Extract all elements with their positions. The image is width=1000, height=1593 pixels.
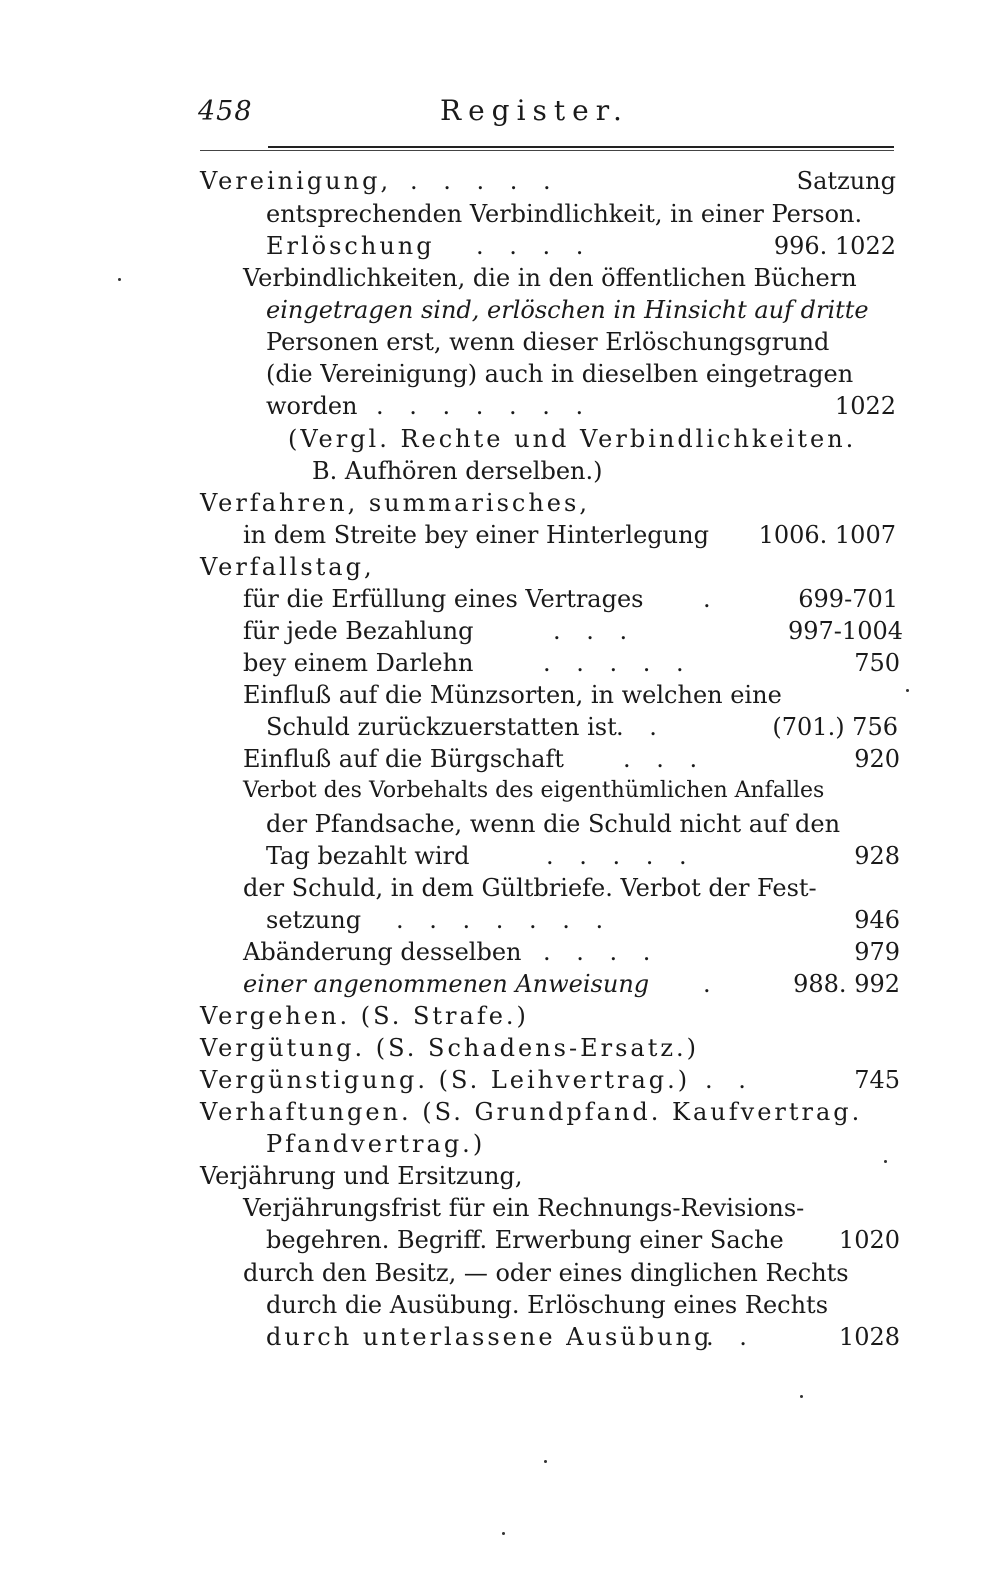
entry-text: Erlöschung bbox=[266, 232, 435, 260]
entry-text: Verbindlichkeiten, die in den öffentlichen Büchern bbox=[243, 264, 857, 292]
index-entry bbox=[200, 487, 700, 519]
index-entry bbox=[266, 1128, 666, 1160]
entry-text: Abänderung desselben bbox=[243, 938, 522, 966]
index-entry bbox=[243, 519, 896, 551]
index-entry bbox=[266, 294, 869, 326]
index-entry bbox=[243, 615, 903, 647]
entry-reference: 745 bbox=[854, 1066, 900, 1094]
entry-text: Vergehen. (S. Strafe.) bbox=[200, 1002, 529, 1030]
entry-text: begehren. Begriff. Erwerbung einer Sache bbox=[266, 1226, 784, 1254]
entry-reference: 946 bbox=[854, 906, 900, 934]
entry-text: setzung bbox=[266, 906, 362, 934]
leader-dots: . bbox=[703, 585, 720, 613]
entry-text: einer angenommenen Anweisung bbox=[243, 970, 650, 998]
entry-text: durch den Besitz, — oder eines dinglichen Rechts bbox=[243, 1259, 849, 1287]
running-head: Register. bbox=[440, 94, 629, 127]
index-entry bbox=[200, 551, 600, 583]
entry-text: Vereinigung, bbox=[200, 167, 392, 195]
entry-text: B. Aufhören derselben.) bbox=[312, 457, 603, 485]
leader-dots: . . . . bbox=[543, 938, 660, 966]
leader-dots: . . . . bbox=[476, 232, 593, 260]
index-entry bbox=[288, 423, 857, 455]
entry-text: Vergütung. (S. Schadens-Ersatz.) bbox=[200, 1034, 700, 1062]
entry-text: Verhaftungen. (S. Grundpfand. Kaufvertrag. bbox=[200, 1098, 863, 1126]
entry-reference: 1022 bbox=[834, 392, 896, 420]
index-entry bbox=[266, 358, 854, 390]
index-entry bbox=[243, 775, 855, 807]
index-entry bbox=[312, 455, 712, 487]
entry-text: bey einem Darlehn bbox=[243, 649, 474, 677]
index-entry bbox=[243, 872, 855, 904]
index-entry bbox=[200, 1064, 900, 1096]
leader-dots: . . . . . bbox=[410, 167, 560, 195]
leader-dots: . . . . . . . bbox=[376, 392, 593, 420]
entry-reference: 997-1004 bbox=[788, 617, 903, 645]
entry-text: entsprechenden Verbindlichkeit, in einer Person. bbox=[266, 200, 863, 228]
index-entry bbox=[266, 904, 900, 936]
index-entry bbox=[266, 1321, 900, 1353]
index-entry bbox=[266, 840, 900, 872]
entry-text: Verfallstag, bbox=[200, 553, 375, 581]
index-entry bbox=[266, 326, 854, 358]
entry-text: Einfluß auf die Münzsorten, in welchen eine bbox=[243, 681, 782, 709]
entry-text: in dem Streite bey einer Hinterlegung bbox=[243, 521, 709, 549]
entry-text: für die Erfüllung eines Vertrages bbox=[243, 585, 644, 613]
entry-text: Verjährungsfrist für ein Rechnungs-Revisions- bbox=[243, 1194, 805, 1222]
leader-dots: . . . . . . . bbox=[396, 906, 613, 934]
index-entry bbox=[266, 711, 898, 743]
entry-text: der Schuld, in dem Gültbriefe. Verbot der Fest- bbox=[243, 874, 817, 902]
leader-dots: . . . . . bbox=[543, 649, 693, 677]
index-entry bbox=[266, 390, 896, 422]
header-rule-thin bbox=[200, 150, 894, 151]
index-entry bbox=[243, 743, 900, 775]
scan-speck bbox=[906, 689, 909, 692]
index-entry bbox=[200, 1160, 700, 1192]
entry-text: Schuld zurückzuerstatten ist bbox=[266, 713, 617, 741]
index-entry bbox=[266, 1289, 854, 1321]
index-entry bbox=[266, 230, 896, 262]
entry-reference: (701.) 756 bbox=[772, 713, 898, 741]
index-entry bbox=[200, 1000, 700, 1032]
entry-reference: 996. 1022 bbox=[773, 232, 896, 260]
entry-text: der Pfandsache, wenn die Schuld nicht auf den bbox=[266, 810, 841, 838]
scan-speck bbox=[118, 278, 121, 281]
entry-reference: 928 bbox=[854, 842, 900, 870]
index-entry bbox=[200, 165, 896, 197]
index-entry bbox=[266, 198, 896, 230]
leader-dots: . . bbox=[705, 1066, 755, 1094]
index-entry bbox=[243, 1192, 858, 1224]
entry-text: Personen erst, wenn dieser Erlöschungsgrund bbox=[266, 328, 830, 356]
leader-dots: . bbox=[703, 970, 720, 998]
page-number: 458 bbox=[198, 96, 253, 127]
index-entry bbox=[266, 808, 854, 840]
entry-text: Verbot des Vorbehalts des eigenthümlichen Anfalles bbox=[243, 778, 825, 803]
entry-text: durch die Ausübung. Erlöschung eines Rechts bbox=[266, 1291, 829, 1319]
entry-text: Pfandvertrag.) bbox=[266, 1130, 486, 1158]
index-entry bbox=[243, 647, 900, 679]
entry-text: Verjährung und Ersitzung, bbox=[200, 1162, 523, 1190]
scan-speck bbox=[502, 1532, 505, 1535]
index-entry bbox=[243, 968, 900, 1000]
leader-dots: . . . . . bbox=[546, 842, 696, 870]
entry-text: Vergünstigung. (S. Leihvertrag.) bbox=[200, 1066, 691, 1094]
entry-reference: 1020 bbox=[838, 1226, 900, 1254]
entry-text: durch unterlassene Ausübung bbox=[266, 1323, 713, 1351]
index-entry bbox=[243, 262, 857, 294]
index-entry bbox=[243, 679, 855, 711]
entry-text: Verfahren, summarisches, bbox=[200, 489, 590, 517]
entry-reference: 920 bbox=[854, 745, 900, 773]
leader-dots: . . . bbox=[553, 617, 637, 645]
entry-reference: 1028 bbox=[838, 1323, 900, 1351]
entry-reference: 988. 992 bbox=[793, 970, 900, 998]
entry-text: worden bbox=[266, 392, 358, 420]
index-entry bbox=[243, 1257, 855, 1289]
entry-text: (Vergl. Rechte und Verbindlichkeiten. bbox=[288, 425, 857, 453]
leader-dots: . . bbox=[706, 1323, 756, 1351]
index-entry bbox=[200, 1096, 863, 1128]
entry-text: für jede Bezahlung bbox=[243, 617, 474, 645]
entry-reference: 1006. 1007 bbox=[758, 521, 896, 549]
scan-speck bbox=[544, 1460, 547, 1463]
entry-reference: Satzung bbox=[796, 167, 896, 195]
entry-text: (die Vereinigung) auch in dieselben eingetragen bbox=[266, 360, 854, 388]
leader-dots: . . . bbox=[623, 745, 707, 773]
entry-text: eingetragen sind, erlöschen in Hinsicht auf dritte bbox=[266, 296, 869, 324]
entry-reference: 699-701 bbox=[798, 585, 898, 613]
index-entry bbox=[200, 1032, 760, 1064]
index-entry bbox=[243, 936, 900, 968]
entry-reference: 750 bbox=[854, 649, 900, 677]
scan-speck bbox=[884, 1160, 887, 1163]
entry-text: Tag bezahlt wird bbox=[266, 842, 470, 870]
leader-dots: . . bbox=[616, 713, 666, 741]
scan-speck bbox=[800, 1395, 803, 1398]
entry-text: Einfluß auf die Bürgschaft bbox=[243, 745, 564, 773]
index-entry bbox=[243, 583, 898, 615]
entry-reference: 979 bbox=[854, 938, 900, 966]
header-rule bbox=[268, 146, 894, 148]
index-entry bbox=[266, 1224, 900, 1256]
